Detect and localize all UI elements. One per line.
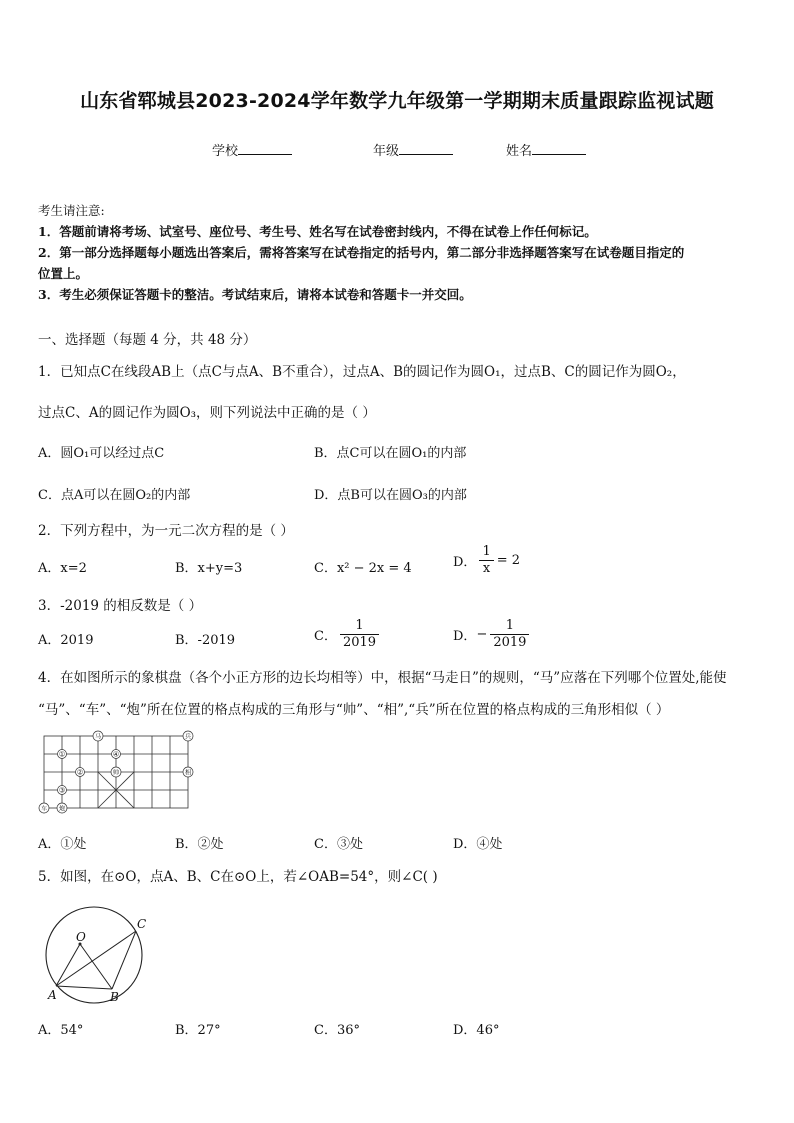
segment-ac <box>56 931 136 986</box>
grade-label: 年级 <box>373 144 400 159</box>
piece-pao <box>57 803 67 813</box>
section-heading: 一、选择题（每题 4 分，共 48 分） <box>38 332 257 348</box>
mark-1 <box>58 750 67 759</box>
q1-option-a[interactable]: A．圆O₁可以经过点C <box>38 446 165 461</box>
fraction-denominator: 2019 <box>493 635 527 650</box>
svg-text:相: 相 <box>184 769 192 777</box>
svg-text:③: ③ <box>58 786 66 795</box>
label-b: B <box>110 990 119 1004</box>
q4-option-c[interactable]: C．③处 <box>314 837 363 852</box>
label-c: C <box>137 917 147 931</box>
name-field <box>506 140 586 159</box>
q5-option-b[interactable]: B．27° <box>175 1023 221 1038</box>
piece-ma <box>93 731 103 741</box>
piece-bing <box>183 731 193 741</box>
q4-option-a[interactable]: A．①处 <box>38 837 87 852</box>
q5-option-a[interactable]: A．54° <box>38 1023 84 1038</box>
q4-option-b[interactable]: B．②处 <box>175 837 224 852</box>
svg-text:④: ④ <box>112 750 120 759</box>
page-title: 山东省郓城县2023-2024学年数学九年级第一学期期末质量跟踪监视试题 <box>80 90 714 112</box>
q3-option-d-fraction <box>490 618 529 651</box>
svg-text:马: 马 <box>94 733 102 741</box>
q3-option-c[interactable] <box>314 618 382 651</box>
fraction-numerator: 1 <box>340 618 379 635</box>
svg-text:②: ② <box>76 768 84 777</box>
q2-stem: 2．下列方程中，为一元二次方程的是（ ） <box>38 523 294 539</box>
q3-option-b[interactable]: B．-2019 <box>175 633 236 648</box>
segment-oa <box>56 944 80 986</box>
notes-heading: 考生请注意: <box>38 203 105 218</box>
svg-text:炮: 炮 <box>58 805 66 813</box>
grade-blank[interactable] <box>399 142 453 155</box>
q2-option-c-expr: x² − 2x = 4 <box>336 561 412 576</box>
svg-text:①: ① <box>58 750 66 759</box>
segment-ab <box>56 986 112 989</box>
q3-option-d[interactable] <box>453 618 532 651</box>
q1-stem-line2: 过点C、A的圆记作为圆O₃，则下列说法中正确的是（ ） <box>38 405 376 421</box>
piece-xiang <box>183 767 193 777</box>
exam-notes <box>38 200 760 305</box>
school-label: 学校 <box>212 144 239 159</box>
q5-stem: 5．如图，在⊙O，点A、B、C在⊙O上，若∠OAB=54°，则∠C( ) <box>38 869 438 885</box>
q1-stem-line1: 1．已知点C在线段AB上（点C与点A、B不重合），过点A、B的圆记作为圆O₁，过点B、C的圆记作为圆O₂， <box>38 364 686 380</box>
svg-text:车: 车 <box>40 805 48 813</box>
fraction-denominator: x <box>482 561 491 576</box>
q2-option-d-label: D． <box>453 555 477 570</box>
q4-option-d[interactable]: D．④处 <box>453 837 503 852</box>
svg-text:帅: 帅 <box>112 769 120 777</box>
q2-option-d-rhs: = 2 <box>496 553 521 568</box>
grade-field <box>373 140 453 159</box>
circle-figure <box>30 905 160 1010</box>
q3-option-c-fraction <box>340 618 379 651</box>
fraction-numerator: 1 <box>479 544 493 561</box>
q3-stem: 3．-2019 的相反数是（ ） <box>38 598 203 614</box>
school-field <box>212 140 292 159</box>
q2-option-b[interactable]: B．x+y=3 <box>175 561 243 576</box>
mark-3 <box>58 786 67 795</box>
name-label: 姓名 <box>506 144 533 159</box>
fraction-numerator: 1 <box>490 618 529 635</box>
q2-option-c-label: C． <box>314 561 337 576</box>
q1-option-d[interactable]: D．点B可以在圆O₃的内部 <box>314 488 467 503</box>
q1-option-c[interactable]: C．点A可以在圆O₂的内部 <box>38 488 191 503</box>
q3-option-c-label: C． <box>314 629 337 644</box>
q2-option-d[interactable] <box>453 544 520 577</box>
q2-option-a[interactable]: A．x=2 <box>38 561 87 576</box>
chessboard-figure <box>38 730 196 814</box>
piece-che <box>39 803 49 813</box>
note-item: 2．第一部分选择题每小题选出答案后，需将答案写在试卷指定的括号内，第二部分非选择题答案写在试卷题目指定的 <box>38 245 685 260</box>
label-a: A <box>48 988 57 1002</box>
q4-stem-line1: 4．在如图所示的象棋盘（各个小正方形的边长均相等）中，根据“马走日”的规则，“马”应落在下列哪个位置处,能使 <box>38 670 727 686</box>
q2-option-d-fraction <box>479 544 493 577</box>
svg-text:兵: 兵 <box>184 733 192 741</box>
mark-4 <box>112 750 121 759</box>
q5-option-d[interactable]: D．46° <box>453 1023 500 1038</box>
label-o: O <box>76 930 86 944</box>
q3-option-a[interactable]: A．2019 <box>38 633 94 648</box>
mark-2 <box>76 768 85 777</box>
q5-option-c[interactable]: C．36° <box>314 1023 360 1038</box>
q3-option-d-sign: − <box>476 627 488 642</box>
note-item: 位置上。 <box>38 266 89 281</box>
fraction-denominator: 2019 <box>342 635 377 650</box>
q2-option-c[interactable] <box>314 557 412 576</box>
name-blank[interactable] <box>532 142 586 155</box>
note-item: 1．答题前请将考场、试室号、座位号、考生号、姓名写在试卷密封线内，不得在试卷上作任何标记。 <box>38 224 597 239</box>
circle-o <box>46 907 142 1003</box>
school-blank[interactable] <box>238 142 292 155</box>
note-item: 3．考生必须保证答题卡的整洁。考试结束后，请将本试卷和答题卡一并交回。 <box>38 287 472 302</box>
q3-option-d-label: D． <box>453 629 477 644</box>
q4-stem-line2: “马”、“车”、“炮”所在位置的格点构成的三角形与“帅”、“相”,“兵”所在位置的格点构成的三角形相似（ ） <box>38 702 670 718</box>
q1-option-b[interactable]: B．点C可以在圆O₁的内部 <box>314 446 467 461</box>
piece-shuai <box>111 767 121 777</box>
